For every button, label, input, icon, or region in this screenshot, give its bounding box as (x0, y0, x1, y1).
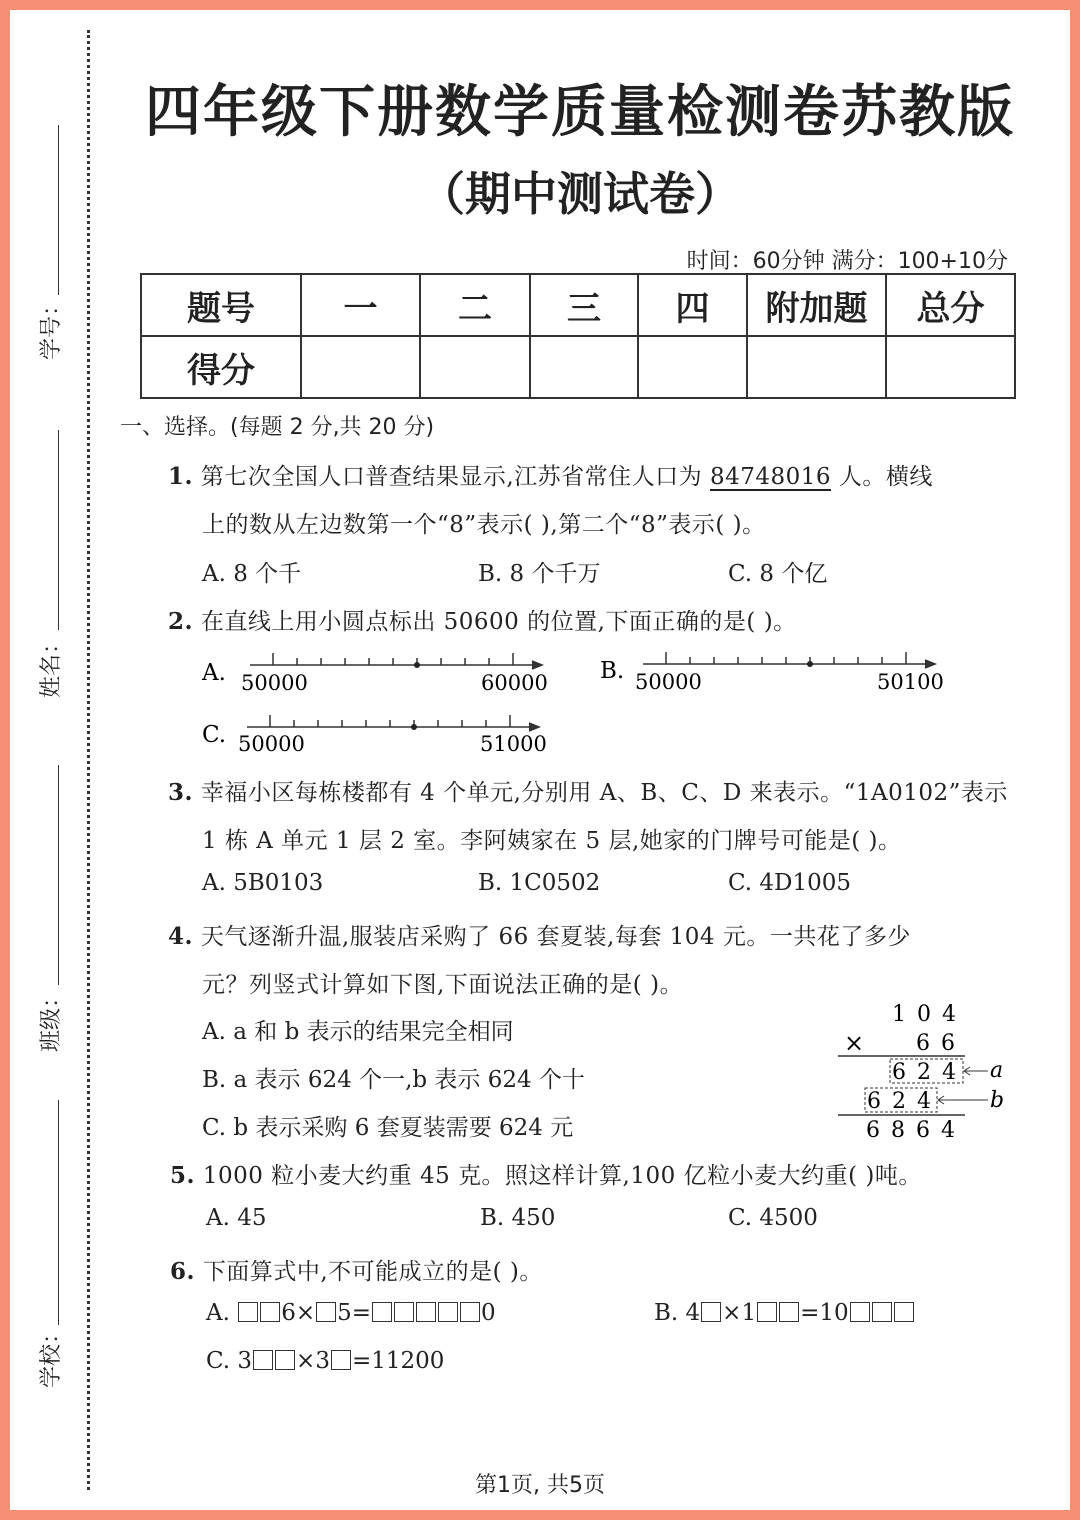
score-cell[interactable] (420, 336, 530, 398)
number-line-b-end: 50100 (877, 670, 944, 694)
multiplier: 6 6 (916, 1031, 957, 1056)
option-b[interactable]: B. 1C0502 (478, 870, 601, 896)
number-line-c-point (411, 724, 417, 730)
blank-box (260, 1302, 280, 1322)
blank-box (416, 1302, 436, 1322)
score-header-cell: 三 (530, 274, 638, 336)
score-table-header-row (141, 274, 1015, 336)
question-number: 2. (168, 608, 194, 635)
question-number: 1. (168, 463, 194, 490)
question-4-line1 (168, 918, 911, 951)
option-label: A. (206, 1300, 230, 1326)
question-number: 4. (168, 923, 194, 950)
question-text: 人。横线 (838, 464, 933, 490)
blank-box (757, 1302, 777, 1322)
score-header-cell: 总分 (886, 274, 1015, 336)
number-line-a-end: 60000 (481, 671, 548, 695)
blank-box (460, 1302, 480, 1322)
vertical-multiplication (830, 995, 1020, 1145)
class-line (58, 765, 59, 985)
option-a[interactable] (206, 1300, 496, 1326)
expr-part: ×3 (296, 1348, 330, 1374)
number-line-a-point (414, 662, 420, 668)
blank-box (275, 1350, 295, 1370)
option-c[interactable]: C. b 表示采购 6 套夏装需要 624 元 (202, 1115, 574, 1141)
score-cell[interactable] (301, 336, 420, 398)
time-score-info: 时间：60分钟 满分：100+10分 (686, 249, 1008, 274)
number-line-a-start: 50000 (241, 671, 308, 695)
blank-box (238, 1302, 258, 1322)
question-3-line1 (168, 774, 1008, 807)
number-line-c-end: 51000 (480, 732, 547, 756)
partial-product-b: 6 2 4 (867, 1089, 933, 1114)
score-row-label: 得分 (141, 336, 301, 398)
option-b[interactable] (654, 1300, 915, 1326)
expr-part: =11200 (351, 1348, 445, 1374)
option-a[interactable]: A. 5B0103 (202, 870, 324, 896)
option-a[interactable]: A. 8 个千 (202, 561, 302, 587)
score-header-cell: 附加题 (747, 274, 886, 336)
question-1-line1 (168, 458, 933, 491)
population-number: 84748016 (709, 464, 832, 490)
expr-part: 4 (685, 1300, 701, 1326)
blank-box (872, 1302, 892, 1322)
score-cell[interactable] (530, 336, 638, 398)
label-b: b (990, 1088, 1005, 1113)
score-header-cell: 二 (420, 274, 530, 336)
number-line-a (250, 653, 542, 669)
final-product: 6 8 6 4 (866, 1118, 957, 1143)
blank-box (253, 1350, 273, 1370)
question-number: 5. (170, 1162, 196, 1189)
option-b[interactable]: B. a 表示 624 个一,b 表示 624 个十 (202, 1067, 585, 1093)
label-a: a (990, 1058, 1004, 1083)
class-label: 班级： (39, 985, 64, 1052)
section-title: 一、选择。(每题 2 分,共 20 分) (120, 415, 435, 440)
question-text: 天气逐渐升温,服装店采购了 66 套夏装,每套 104 元。一共花了多少 (200, 924, 911, 950)
blank-box (438, 1302, 458, 1322)
expr-part: =10 (800, 1300, 849, 1326)
question-3-line2: 1 栋 A 单元 1 层 2 室。李阿姨家在 5 层,她家的门牌号可能是( )。 (202, 828, 902, 854)
question-text: 第七次全国人口普查结果显示,江苏省常住人口为 (200, 464, 703, 490)
number-line-b (643, 652, 935, 668)
question-text: 在直线上用小圆点标出 50600 的位置,下面正确的是( )。 (200, 609, 797, 635)
option-c[interactable] (206, 1348, 444, 1374)
expr-part: 0 (481, 1300, 496, 1326)
blank-box (894, 1302, 914, 1322)
partial-product-a: 6 2 4 (892, 1060, 958, 1085)
option-label: B. (654, 1300, 679, 1326)
question-text: 1000 粒小麦大约重 45 克。照这样计算,100 亿粒小麦大约重( )吨。 (202, 1163, 922, 1189)
score-header-cell: 一 (301, 274, 420, 336)
blank-box (316, 1302, 336, 1322)
expr-part: ×1 (722, 1300, 757, 1326)
expr-part: 5= (337, 1300, 372, 1326)
page-footer: 第1页, 共5页 (475, 1473, 605, 1498)
blank-box (701, 1302, 721, 1322)
blank-box (331, 1350, 351, 1370)
number-line-c-start: 50000 (238, 732, 305, 756)
score-cell[interactable] (886, 336, 1015, 398)
option-c-label[interactable]: C. (202, 722, 227, 748)
option-b[interactable]: B. 450 (480, 1205, 556, 1231)
question-number: 6. (170, 1258, 196, 1285)
question-6 (170, 1253, 543, 1286)
number-line-c (247, 715, 539, 731)
option-label: C. (206, 1348, 231, 1374)
number-line-options (195, 640, 975, 760)
question-2 (168, 603, 797, 636)
expr-part: 6× (281, 1300, 316, 1326)
school-line (58, 1100, 59, 1325)
name-line (58, 430, 59, 630)
page-title: 四年级下册数学质量检测卷苏教版 (145, 80, 1015, 145)
expr-part: 3 (237, 1348, 253, 1374)
score-cell[interactable] (638, 336, 747, 398)
option-a[interactable]: A. 45 (206, 1205, 267, 1231)
score-table-score-row (141, 336, 1015, 398)
score-header-cell: 题号 (141, 274, 301, 336)
binding-dotted-line (87, 30, 90, 1490)
student-id-label: 学号： (39, 293, 64, 360)
number-line-b-start: 50000 (635, 670, 702, 694)
multiplicand: 1 0 4 (892, 1002, 958, 1027)
multiply-sign: × (844, 1029, 865, 1057)
blank-box (394, 1302, 414, 1322)
option-a[interactable]: A. a 和 b 表示的结果完全相同 (202, 1019, 514, 1045)
score-table (140, 273, 1016, 399)
option-c[interactable]: C. 8 个亿 (728, 561, 828, 587)
school-label: 学校： (39, 1321, 64, 1388)
blank-box (372, 1302, 392, 1322)
option-b-label[interactable]: B. (600, 658, 625, 684)
name-label: 姓名： (39, 631, 64, 698)
question-5 (170, 1157, 922, 1190)
question-1-line2: 上的数从左边数第一个“8”表示( ),第二个“8”表示( )。 (202, 512, 766, 538)
option-a-label[interactable]: A. (202, 660, 226, 686)
option-c[interactable]: C. 4500 (728, 1205, 818, 1231)
option-b[interactable]: B. 8 个千万 (478, 561, 601, 587)
score-header-cell: 四 (638, 274, 747, 336)
score-cell[interactable] (747, 336, 886, 398)
question-text: 幸福小区每栋楼都有 4 个单元,分别用 A、B、C、D 来表示。“1A0102”表示 (200, 780, 1008, 806)
blank-box (779, 1302, 799, 1322)
number-line-b-point (807, 661, 813, 667)
option-c[interactable]: C. 4D1005 (728, 870, 852, 896)
blank-box (850, 1302, 870, 1322)
page-subtitle: （期中测试卷） (419, 167, 741, 221)
question-text: 下面算式中,不可能成立的是( )。 (202, 1259, 543, 1285)
question-4-line2: 元？列竖式计算如下图,下面说法正确的是( )。 (202, 972, 684, 998)
question-number: 3. (168, 779, 194, 806)
